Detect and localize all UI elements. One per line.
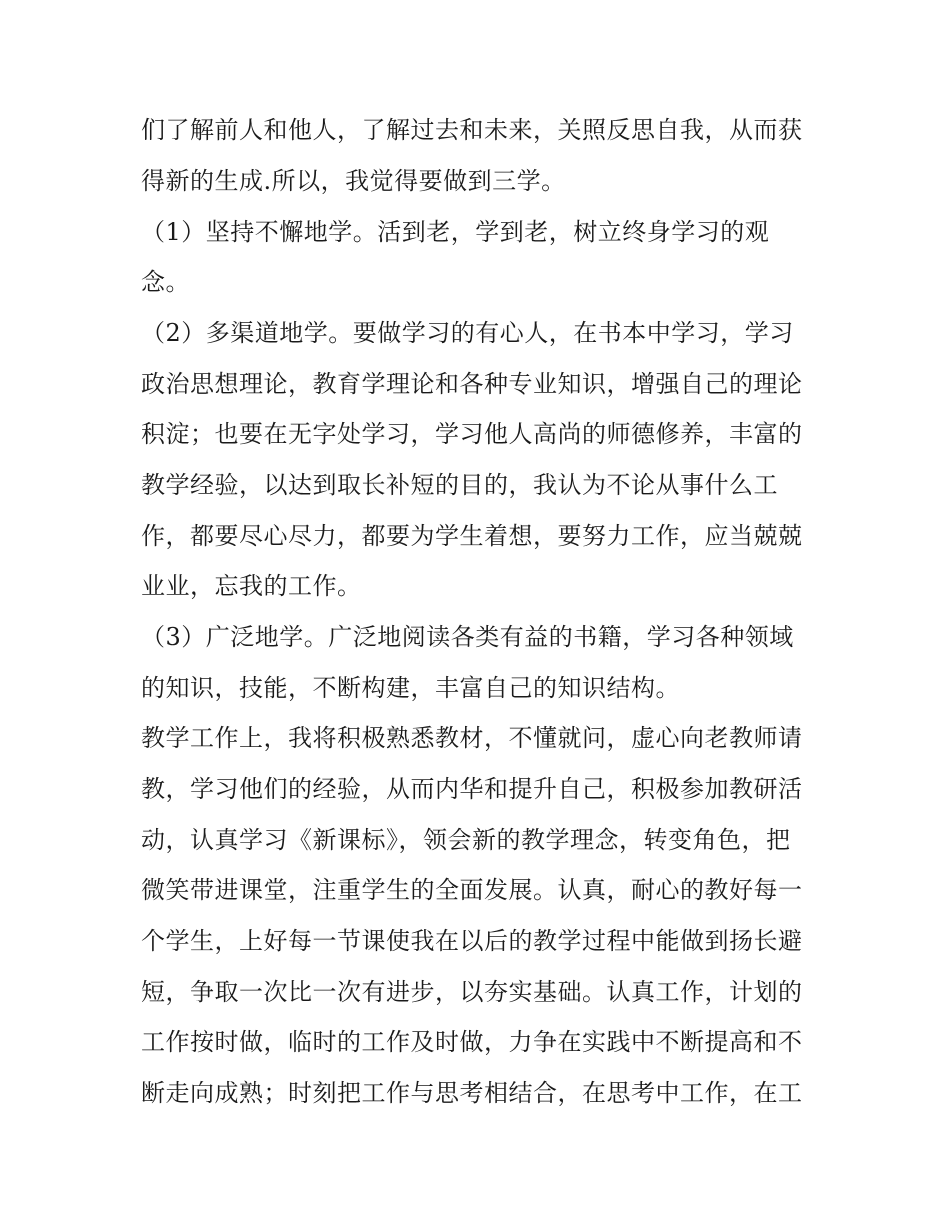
text-line: 断走向成熟；时刻把工作与思考相结合，在思考中工作，在工 <box>141 1079 803 1107</box>
text-line: 动，认真学习《新课标》，领会新的教学理念，转变角色，把 <box>141 826 791 854</box>
text-line: 的知识，技能，不断构建，丰富自己的知识结构。 <box>141 674 680 702</box>
text-line: 短，争取一次比一次有进步，以夯实基础。认真工作，计划的 <box>141 978 803 1006</box>
text-line: 个学生，上好每一节课使我在以后的教学过程中能做到扬长避 <box>141 927 803 955</box>
text-line: 教学经验，以达到取长补短的目的，我认为不论从事什么工 <box>141 471 778 499</box>
text-line: 们了解前人和他人，了解过去和未来，关照反思自我，从而获 <box>141 116 803 144</box>
text-line: 政治思想理论，教育学理论和各种专业知识，增强自己的理论 <box>141 370 803 398</box>
text-line: 教学工作上，我将积极熟悉教材，不懂就问，虚心向老教师请 <box>141 724 803 752</box>
text-line: 积淀；也要在无字处学习，学习他人高尚的师德修养，丰富的 <box>141 420 803 448</box>
text-line: 得新的生成.所以，我觉得要做到三学。 <box>141 167 566 195</box>
text-line: 教，学习他们的经验，从而内华和提升自己，积极参加教研活 <box>141 775 803 803</box>
text-line: （1）坚持不懈地学。活到老，学到老，树立终身学习的观 <box>141 218 770 246</box>
text-line: 工作按时做，临时的工作及时做，力争在实践中不断提高和不 <box>141 1028 803 1056</box>
text-line: 作，都要尽心尽力，都要为学生着想，要努力工作，应当兢兢 <box>141 522 803 550</box>
text-line: 微笑带进课堂，注重学生的全面发展。认真，耐心的教好每一 <box>141 876 803 904</box>
text-line: （3）广泛地学。广泛地阅读各类有益的书籍，学习各种领域 <box>141 623 794 651</box>
text-line: 念。 <box>141 268 190 296</box>
text-line: （2）多渠道地学。要做学习的有心人，在书本中学习，学习 <box>141 319 794 347</box>
text-line: 业业，忘我的工作。 <box>141 572 362 600</box>
